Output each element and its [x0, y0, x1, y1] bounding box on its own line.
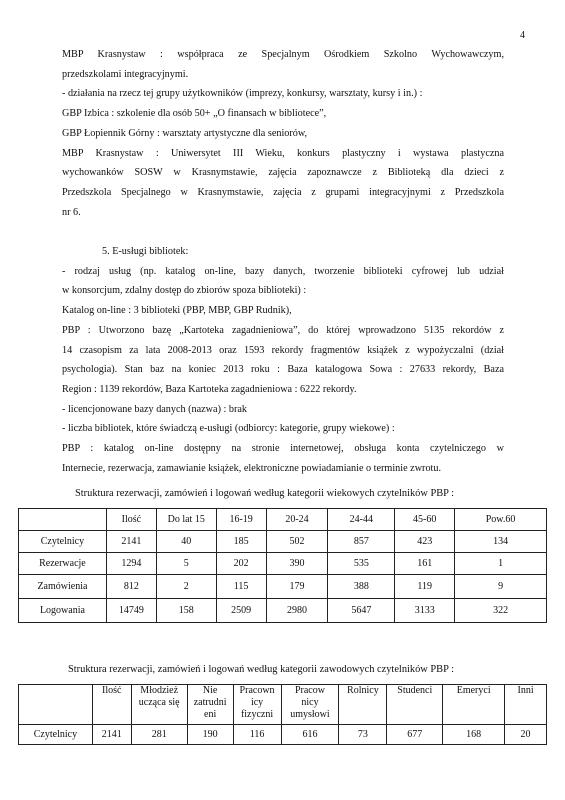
table-cell: 40 [156, 531, 216, 553]
paragraph-line: - liczba bibliotek, które świadczą e-usługi (odbiorcy: kategorie, grupy wiekowe) : [62, 423, 395, 435]
paragraph-line: MBP Krasnystaw : współpraca ze Specjalnym Ośrodkiem Szkolno Wychowawczym, [62, 49, 504, 60]
table-row [19, 531, 547, 553]
row-label-cell: Czytelnicy [19, 725, 93, 745]
row-label-cell: Logowania [19, 599, 107, 623]
paragraph-line: psychologia). Stan baz na koniec 2013 roku : Baza katalogowa Sowa : 27633 rekordy, Baza [62, 364, 504, 376]
paragraph-line: GBP Łopiennik Górny : warsztaty artystyczne dla seniorów, [62, 127, 308, 139]
table-cell: 73 [339, 725, 387, 745]
table-cell: 390 [266, 553, 328, 575]
section-heading: 5. E-usługi bibliotek: [102, 246, 189, 258]
table-cell: 677 [387, 725, 443, 745]
table-cell: 202 [216, 553, 266, 575]
table-cell: 388 [328, 575, 395, 599]
table-cell: 9 [455, 575, 547, 599]
table-cell: 168 [443, 725, 505, 745]
paragraph-line: 14 czasopism za lata 2008-2013 oraz 1593 rekordy fragmentów książek z wypożyczalni (dział [62, 344, 504, 356]
page-number: 4 [520, 30, 525, 41]
row-label-cell: Czytelnicy [19, 531, 107, 553]
table-cell: 158 [156, 599, 216, 623]
column-header: Inni [505, 685, 547, 725]
paragraph-line: PBP : Utworzono bazę „Kartoteka zagadnieniowa”, do której wprowadzono 5135 rekordów z [62, 324, 504, 336]
column-header: Studenci [387, 685, 443, 725]
paragraph-line: - działania na rzecz tej grupy użytkowników (imprezy, konkursy, warsztaty, kursy i in.) : [62, 88, 423, 100]
table-cell: 14749 [106, 599, 156, 623]
column-header: Do lat 15 [156, 509, 216, 531]
table-cell: 281 [131, 725, 187, 745]
table-cell: 190 [187, 725, 233, 745]
table-cell: 322 [455, 599, 547, 623]
table-header-row [19, 685, 547, 725]
paragraph-line: nr 6. [62, 206, 81, 218]
table-row [19, 599, 547, 623]
table-cell: 857 [328, 531, 395, 553]
column-header: Pracown icy fizyczni [233, 685, 281, 725]
table-cell: 3133 [395, 599, 455, 623]
table-cell: 1 [455, 553, 547, 575]
table-cell: 2 [156, 575, 216, 599]
column-header: Pracow nicy umysłowi [281, 685, 339, 725]
paragraph-line: Internecie, rezerwacja, zamawianie książek, elektroniczne powiadamianie o terminie zwrotu. [62, 462, 442, 474]
column-header: Ilość [106, 509, 156, 531]
table-row [19, 575, 547, 599]
paragraph-line: wychowanków SOSW w Krasnymstawie, zajęcia zapoznawcze z Biblioteką dla dzieci z [62, 167, 504, 179]
table-cell: 185 [216, 531, 266, 553]
column-header: 20-24 [266, 509, 328, 531]
table-cell: 119 [395, 575, 455, 599]
column-header: 24-44 [328, 509, 395, 531]
table-cell: 5647 [328, 599, 395, 623]
table-cell: 5 [156, 553, 216, 575]
row-label-cell: Zamówienia [19, 575, 107, 599]
table-cell: 179 [266, 575, 328, 599]
column-header: Rolnicy [339, 685, 387, 725]
table-row [19, 725, 547, 745]
table2-caption: Struktura rezerwacji, zamówień i logowań według kategorii zawodowych czytelników PBP : [68, 664, 454, 675]
table-cell: 2509 [216, 599, 266, 623]
table-row [19, 553, 547, 575]
table-cell: 116 [233, 725, 281, 745]
column-header [19, 685, 93, 725]
row-label-cell: Rezerwacje [19, 553, 107, 575]
table-cell: 2141 [92, 725, 131, 745]
table-cell: 423 [395, 531, 455, 553]
table-cell: 20 [505, 725, 547, 745]
body-text [62, 45, 504, 478]
table-cell: 616 [281, 725, 339, 745]
table-cell: 2141 [106, 531, 156, 553]
table1-caption: Struktura rezerwacji, zamówień i logowań według kategorii wiekowych czytelników PBP : [75, 488, 455, 499]
column-header: Pow.60 [455, 509, 547, 531]
table-cell: 502 [266, 531, 328, 553]
column-header: Ilość [92, 685, 131, 725]
table-cell: 115 [216, 575, 266, 599]
paragraph-line: - licencjonowane bazy danych (nazwa) : brak [62, 403, 247, 415]
table-cell: 134 [455, 531, 547, 553]
table-cell: 161 [395, 553, 455, 575]
column-header: 45-60 [395, 509, 455, 531]
age-category-table [18, 508, 547, 623]
column-header: Nie zatrudni eni [187, 685, 233, 725]
column-header: 16-19 [216, 509, 266, 531]
occupation-category-table [18, 684, 547, 745]
paragraph-line: Region : 1139 rekordów, Baza Kartoteka zagadnieniowa : 6222 rekordy. [62, 383, 357, 395]
paragraph-line: - rodzaj usług (np. katalog on-line, bazy danych, tworzenie biblioteki cyfrowej lub udział [62, 265, 504, 277]
column-header [19, 509, 107, 531]
column-header: Emeryci [443, 685, 505, 725]
table-header-row [19, 509, 547, 531]
table-cell: 812 [106, 575, 156, 599]
column-header: Młodzież ucząca się [131, 685, 187, 725]
paragraph-line: przedszkolami integracyjnymi. [62, 68, 189, 80]
paragraph-line: MBP Krasnystaw : Uniwersytet III Wieku, konkurs plastyczny i wystawa plastyczna [62, 147, 504, 159]
paragraph-line: w konsorcjum, zdalny dostęp do zbiorów spoza biblioteki) : [62, 285, 307, 297]
table-cell: 1294 [106, 553, 156, 575]
paragraph-line: Przedszkola Specjalnego w Krasnymstawie, zajęcia z grupami integracyjnymi z Przedszkola [62, 186, 504, 198]
paragraph-line: GBP Izbica : szkolenie dla osób 50+ „O finansach w bibliotece”, [62, 108, 327, 120]
table-cell: 2980 [266, 599, 328, 623]
paragraph-line: Katalog on-line : 3 biblioteki (PBP, MBP, GBP Rudnik), [62, 305, 292, 317]
paragraph-line: PBP : katalog on-line dostępny na stronie internetowej, obsługa konta czytelniczego w [62, 443, 504, 455]
table-cell: 535 [328, 553, 395, 575]
